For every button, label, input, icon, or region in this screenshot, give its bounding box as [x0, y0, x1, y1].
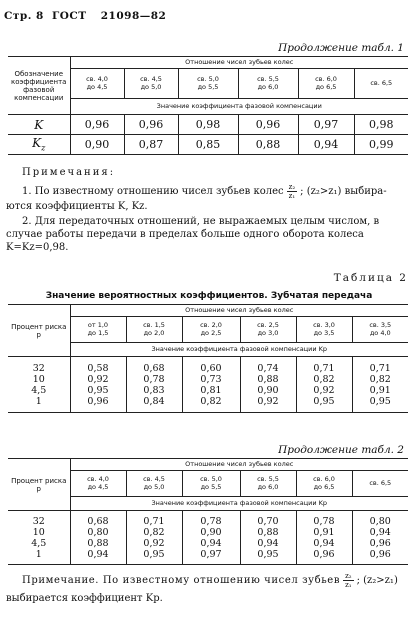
table-cell: 0,97: [298, 115, 354, 135]
table-row: [8, 135, 408, 155]
continuation-table1: Продолжение табл. 1: [278, 42, 404, 54]
t1-col-header: св. 5,5 до 6,0: [238, 69, 298, 99]
page-header: [4, 10, 166, 22]
t2-rowhead: Процент риска p: [8, 305, 70, 357]
note-1: 1. По известному отношению чисел зубьев колес $\frac{\text{z₂}}{\text{z₁}}$ ; (z₂>z₁) выбира-: [22, 183, 387, 200]
t3-value-column: 0,78 0,90 0,94 0,97: [182, 511, 240, 565]
note-1-cont: ются коэффициенты K, Kz.: [6, 201, 148, 212]
table2-title: Значение вероятностных коэффициентов. Зубчатая передача: [45, 291, 373, 301]
t3-value-column: 0,80 0,94 0,96 0,96: [352, 511, 408, 565]
table-cell: 0,87: [124, 135, 178, 155]
table-cell: 0,90: [70, 135, 124, 155]
t2-col-header: от 1,0 до 1,5: [70, 317, 126, 343]
t1-ratio-header: Отношение чисел зубьев колес: [70, 57, 408, 69]
page-number: Стр. 8: [4, 10, 44, 22]
t3-col-header: св. 6,0 до 6,5: [296, 471, 352, 497]
table-2: [8, 304, 408, 413]
t2-value-column: 0,71 0,82 0,92 0,95: [296, 357, 352, 413]
t1-rowhead: Обозначение коэффициента фазовой компенсации: [8, 57, 70, 115]
t1-col-header: св. 4,0 до 4,5: [70, 69, 124, 99]
t2-value-column: 0,60 0,73 0,81 0,82: [182, 357, 240, 413]
gost-label: ГОСТ: [51, 10, 87, 22]
gost-number: 21098—82: [100, 10, 167, 22]
t2-col-header: св. 2,0 до 2,5: [182, 317, 240, 343]
t2-risk-column: 32 10 4,5 1: [8, 357, 70, 413]
t3-col-header: св. 5,5 до 6,0: [240, 471, 296, 497]
footnote-cont: выбирается коэффициент Kp.: [6, 593, 163, 604]
footnote-fraction: $\frac{\text{z₂}}{\text{z₁}}$: [345, 572, 352, 589]
continuation-table2: Продолжение табл. 2: [278, 444, 404, 456]
t3-col-header: св. 4,0 до 4,5: [70, 471, 126, 497]
notes-title: Примечания:: [22, 167, 116, 178]
t3-ratio-header: Отношение чисел зубьев колес: [70, 459, 408, 471]
t3-col-header: св. 6,5: [352, 471, 408, 497]
table-cell: 0,98: [178, 115, 238, 135]
footnote: Примечание. По известному отношению чисел зубьев $\frac{\text{z₂}}{\text{z₁}}$ ; (z₂>z₁): [22, 572, 398, 589]
t1-row-symbol: $K_z$: [8, 135, 70, 155]
t2-col-header: св. 3,5 до 4,0: [352, 317, 408, 343]
t1-col-header: св. 6,5: [354, 69, 408, 99]
t3-col-header: св. 5,0 до 5,5: [182, 471, 240, 497]
t3-risk-column: 32 10 4,5 1: [8, 511, 70, 565]
note-2: 2. Для передаточных отношений, не выражаемых целым числом, в случае работы передачи в пределах больше одного оборота колеса K=Kz=0,98.: [6, 216, 380, 253]
t2-col-header: св. 3,0 до 3,5: [296, 317, 352, 343]
t2-value-column: 0,74 0,88 0,90 0,92: [240, 357, 296, 413]
t2-col-header: св. 2,5 до 3,0: [240, 317, 296, 343]
table-cell: 0,98: [354, 115, 408, 135]
table2-label: Таблица 2: [333, 272, 408, 284]
table-cell: 0,99: [354, 135, 408, 155]
table-body: [8, 511, 408, 565]
t2-ratio-header: Отношение чисел зубьев колес: [70, 305, 408, 317]
t3-col-header: св. 4,5 до 5,0: [126, 471, 182, 497]
t2-value-header: Значение коэффициента фазовой компенсации Kp: [70, 343, 408, 357]
t1-row-symbol: K: [8, 115, 70, 135]
table-cell: 0,88: [238, 135, 298, 155]
t2-value-column: 0,71 0,82 0,91 0,95: [352, 357, 408, 413]
table-cell: 0,94: [298, 135, 354, 155]
t3-value-header: Значение коэффициента фазовой компенсации Kp: [70, 497, 408, 511]
table-cell: 0,96: [238, 115, 298, 135]
t1-col-header: св. 5,0 до 5,5: [178, 69, 238, 99]
table-cell: 0,85: [178, 135, 238, 155]
t3-value-column: 0,71 0,82 0,92 0,95: [126, 511, 182, 565]
t2-col-header: св. 1,5 до 2,0: [126, 317, 182, 343]
t3-value-column: 0,70 0,88 0,94 0,95: [240, 511, 296, 565]
t1-col-header: св. 6,0 до 6,5: [298, 69, 354, 99]
t3-value-column: 0,68 0,80 0,88 0,94: [70, 511, 126, 565]
t3-rowhead: Процент риска p: [8, 459, 70, 511]
table-3: [8, 458, 408, 565]
t1-col-header: св. 4,5 до 5,0: [124, 69, 178, 99]
table-cell: 0,96: [70, 115, 124, 135]
t3-value-column: 0,78 0,91 0,94 0,96: [296, 511, 352, 565]
ratio-fraction: $\frac{\text{z₂}}{\text{z₁}}$: [288, 183, 296, 200]
table-1: [8, 56, 408, 155]
t2-value-column: 0,58 0,92 0,95 0,96: [70, 357, 126, 413]
table-row: [8, 115, 408, 135]
table-cell: 0,96: [124, 115, 178, 135]
table-body: [8, 357, 408, 413]
t1-value-header: Значение коэффициента фазовой компенсации: [70, 99, 408, 115]
t2-value-column: 0,68 0,78 0,83 0,84: [126, 357, 182, 413]
